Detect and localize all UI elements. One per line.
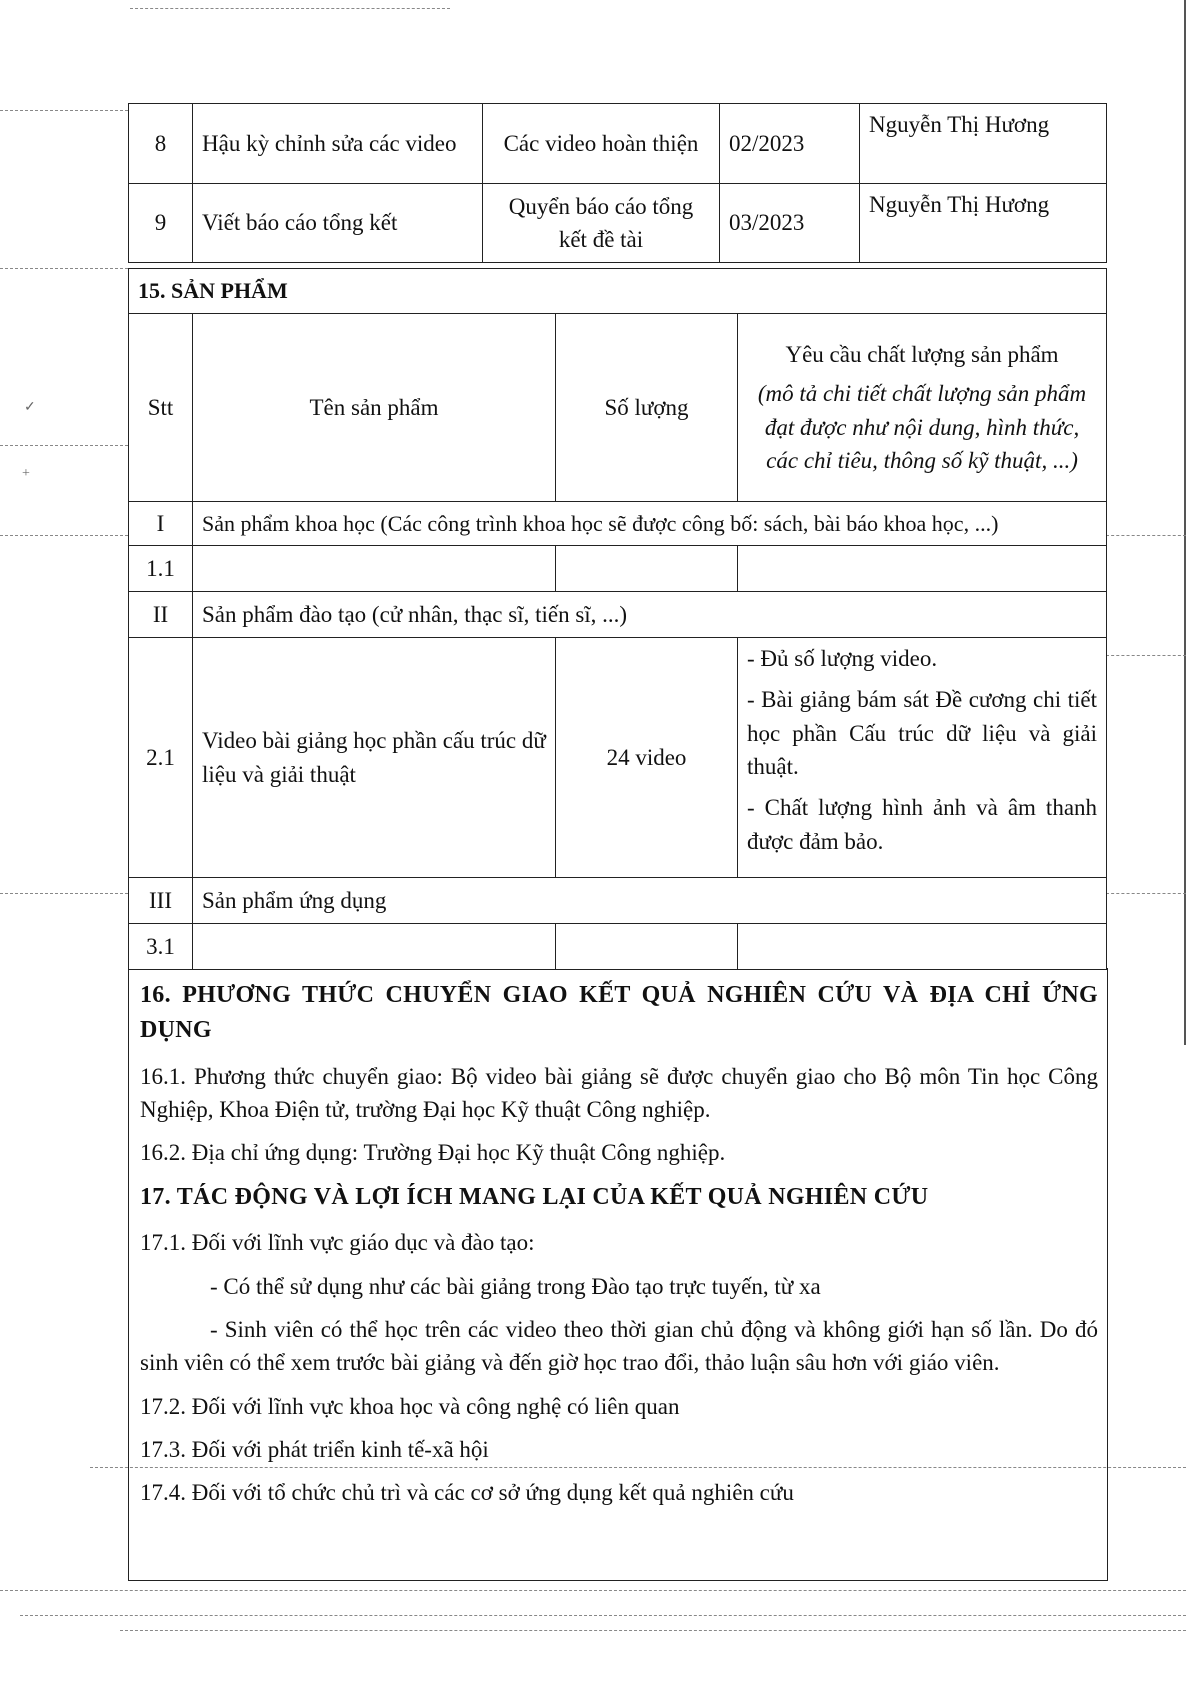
group-label: Sản phẩm ứng dụng: [193, 878, 1107, 924]
section-17-4: 17.4. Đối với tổ chức chủ trì và các cơ sở ứng dụng kết quả nghiên cứu: [140, 1480, 794, 1506]
scan-dash-2: [0, 268, 128, 269]
plan-task: Hậu kỳ chỉnh sửa các video: [193, 104, 483, 184]
product-quantity: 24 video: [556, 638, 738, 878]
header-quality-title: Yêu cầu chất lượng sản phẩm: [785, 341, 1059, 367]
quality-item: - Đủ số lượng video.: [747, 646, 938, 671]
plan-no: 9: [129, 184, 193, 263]
group-row: [129, 592, 1107, 638]
scan-dash-12: [120, 1630, 1186, 1631]
header-stt: Stt: [129, 314, 193, 502]
empty-cell: [738, 924, 1107, 970]
plan-time: 02/2023: [720, 104, 860, 184]
plan-no: 8: [129, 104, 193, 184]
plan-person: Nguyễn Thị Hương: [860, 184, 1107, 263]
row-no: 1.1: [129, 546, 193, 592]
group-row: [129, 878, 1107, 924]
scan-dash-7: [0, 893, 128, 894]
section-17-2: 17.2. Đối với lĩnh vực khoa học và công nghệ có liên quan: [140, 1393, 680, 1419]
group-no: I: [129, 502, 193, 546]
plan-time: 03/2023: [720, 184, 860, 263]
scan-dash-6: [1106, 655, 1186, 656]
header-quality: [738, 314, 1107, 502]
scan-dash-4: [0, 535, 128, 536]
quality-item: - Bài giảng bám sát Đề cương chi tiết học phần Cấu trúc dữ liệu và giải thuật.: [747, 687, 1098, 780]
scan-dash-8: [1106, 893, 1186, 894]
section-15-title: 15. SẢN PHẨM: [129, 269, 1107, 314]
section-16-2: 16.2. Địa chỉ ứng dụng: Trường Đại học Kỹ thuật Công nghiệp.: [140, 1140, 726, 1166]
products-header-row: [129, 314, 1107, 502]
empty-cell: [738, 546, 1107, 592]
section-17-3: 17.3. Đối với phát triển kinh tế-xã hội: [140, 1437, 489, 1463]
section-17-1-bullet-2: - Sinh viên có thể học trên các video theo thời gian chủ động và không giới hạn số lần. Do đó sinh viên có thể xem trước bài giảng và đến giờ học trao đổi, thảo luận sâu hơn với giáo viên.: [140, 1317, 1098, 1376]
section-17-1: 17.1. Đối với lĩnh vực giáo dục và đào tạo:: [140, 1230, 535, 1256]
plan-result: Quyển báo cáo tổng kết đề tài: [483, 184, 720, 263]
header-quality-note: (mô tả chi tiết chất lượng sản phẩm đạt được như nội dung, hình thức, các chỉ tiêu, thông số kỹ thuật, ...): [757, 381, 1087, 473]
table-row: [129, 546, 1107, 592]
scan-dash-10: [0, 1590, 1186, 1591]
section-17-title: 17. TÁC ĐỘNG VÀ LỢI ÍCH MANG LẠI CỦA KẾT QUẢ NGHIÊN CỨU: [140, 1183, 929, 1210]
quality-item: - Chất lượng hình ảnh và âm thanh được đảm bảo.: [747, 795, 1098, 854]
group-no: III: [129, 878, 193, 924]
plan-result: Các video hoàn thiện: [483, 104, 720, 184]
group-label: Sản phẩm đào tạo (cử nhân, thạc sĩ, tiến sĩ, ...): [193, 592, 1107, 638]
product-quality: [738, 638, 1107, 878]
scan-dash-11: [20, 1615, 1186, 1616]
header-quantity: Số lượng: [556, 314, 738, 502]
section-16-title: 16. PHƯƠNG THỨC CHUYỂN GIAO KẾT QUẢ NGHIÊN CỨU VÀ ĐỊA CHỈ ỨNG DỤNG: [140, 982, 1098, 1043]
table-row: [129, 184, 1107, 263]
group-no: II: [129, 592, 193, 638]
product-name: Video bài giảng học phần cấu trúc dữ liệu và giải thuật: [193, 638, 556, 878]
products-table: [128, 268, 1107, 970]
group-label: Sản phẩm khoa học (Các công trình khoa học sẽ được công bố: sách, bài báo khoa học, ...): [193, 502, 1107, 546]
table-row: [129, 924, 1107, 970]
empty-cell: [556, 924, 738, 970]
header-product-name: Tên sản phẩm: [193, 314, 556, 502]
plan-person: Nguyễn Thị Hương: [860, 104, 1107, 184]
row-no: 3.1: [129, 924, 193, 970]
plan-task: Viết báo cáo tổng kết: [193, 184, 483, 263]
section-17-1-bullet-1: - Có thể sử dụng như các bài giảng trong Đào tạo trực tuyến, từ xa: [210, 1273, 821, 1299]
scan-dash-top: [130, 8, 450, 9]
scan-plus-mark: +: [22, 466, 30, 481]
empty-cell: [193, 546, 556, 592]
body-sections: [140, 978, 1098, 1520]
plan-table: [128, 103, 1107, 263]
table-row: [129, 104, 1107, 184]
group-row: [129, 502, 1107, 546]
scan-dash-1: [0, 110, 128, 111]
empty-cell: [556, 546, 738, 592]
scan-right-edge-line: [1184, 0, 1186, 1045]
scan-tick-mark: ✓: [24, 400, 36, 415]
scan-dash-5: [1106, 535, 1186, 536]
section-16-1: 16.1. Phương thức chuyển giao: Bộ video bài giảng sẽ được chuyển giao cho Bộ môn Tin học Công Nghiệp, Khoa Điện tử, trường Đại học Kỹ thuật Công nghiệp.: [140, 1063, 1098, 1122]
empty-cell: [193, 924, 556, 970]
table-row: [129, 638, 1107, 878]
row-no: 2.1: [129, 638, 193, 878]
scan-dash-3: [0, 445, 128, 446]
